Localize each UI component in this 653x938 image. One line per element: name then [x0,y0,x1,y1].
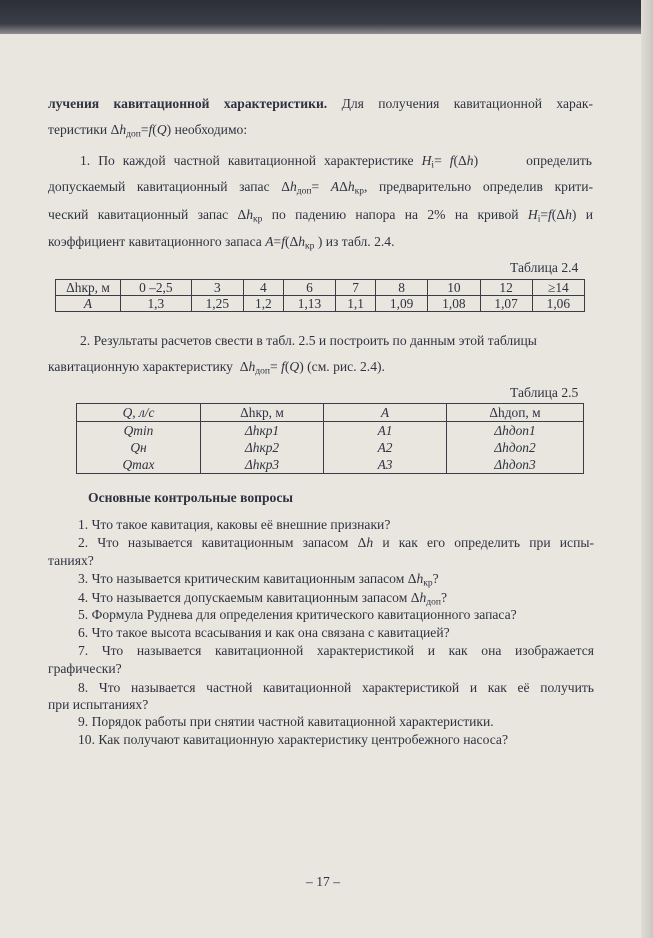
table-cell: Δhдоп3 [447,456,584,474]
table-header-cell: A [324,404,447,422]
table25-caption: Таблица 2.5 [510,385,579,400]
question-2-cont: таниях? [48,553,94,568]
table-2-5 [76,403,584,474]
question-7: 7. Что называется кавитационной характеристикой и как она изображается [78,643,594,658]
table-row [56,296,585,312]
table-cell: Qmin [77,422,201,440]
table-cell: A [56,296,121,312]
table24-caption: Таблица 2.4 [510,260,579,275]
step1-text-h: коэффициент кавитационного запаса [48,234,262,249]
step2-text-b: (см. рис. 2.4). [307,359,385,374]
question-2: 2. Что называется кавитационным запасом Δh и как его определить при испы- [78,535,595,550]
table-cell: Qmax [77,456,201,474]
question-7-cont: графически? [48,661,122,676]
question-1: 1. Что такое кавитация, каковы её внешние признаки? [78,517,391,532]
intro-text-3: необходимо: [174,122,248,137]
question-4: 4. Что называется допускаемым кавитационным запасом $\Delta h_{доп}$? [78,590,448,608]
question-10: 10. Как получают кавитационную характеристику центробежного насоса? [78,732,508,747]
table-cell: 1,13 [283,296,335,312]
table-cell: 0 –2,5 [121,280,192,296]
step2-text-a: кавитационную характеристику [48,359,233,374]
intro-eq: = [140,122,149,137]
table-row [77,422,584,440]
question-5: 5. Формула Руднева для определения критического кавитационного запаса? [78,607,517,622]
intro-text: Для получения кавитационной харак- [341,96,593,111]
scan-page-edge [641,0,653,938]
table-cell: 3 [191,280,243,296]
table-header-cell: Δhкр, м [201,404,324,422]
table-cell: 12 [480,280,532,296]
table-cell: Δhдоп1 [447,422,584,440]
table-cell: 1,08 [428,296,480,312]
table-cell: 4 [243,280,283,296]
table-cell: A2 [324,439,447,456]
question-8-cont: при испытаниях? [48,697,149,712]
table-cell: Δhкр1 [201,422,324,440]
step1-text-c: допускаемый кавитационный запас [48,179,270,194]
step1-line-3: ческий кавитационный запас $\Delta h_{кр}$ по падению напора на 2% на кривой $H_i=f(\Delta h)$ и [48,207,593,225]
scan-top-border [0,0,653,34]
questions-heading: Основные контрольные вопросы [88,490,293,505]
intro-line-2: теристики $\Delta h_{доп}=f(Q)$ необходимо: [48,122,248,140]
question-2-text-b: и как его определить при испы- [382,535,595,550]
question-9: 9. Порядок работы при снятии частной кавитационной характеристики. [78,714,494,729]
table-cell: 10 [428,280,480,296]
table-cell: 1,3 [121,296,192,312]
table-header-cell: Q, л/с [77,404,201,422]
step1-text-e: ческий кавитационный запас [48,207,229,222]
intro-text-2: теристики [48,122,108,137]
step1-text-g: и [585,207,593,222]
question-4-text: 4. Что называется допускаемым кавитационным запасом [78,590,408,605]
table-cell: ≥14 [532,280,584,296]
table-cell: 6 [283,280,335,296]
table-cell: A3 [324,456,447,474]
table-cell: 1,25 [191,296,243,312]
table-row [56,280,585,296]
step1-text-a: 1. По каждой частной кавитационной характеристике [80,153,414,168]
table-cell: 1,09 [376,296,428,312]
step1-line-4: коэффициент кавитационного запаса $A=f(\Delta h_{кр}$ ) из табл. 2.4. [48,234,395,252]
table-cell: Δhкр2 [201,439,324,456]
table-row [77,439,584,456]
step1-text-f: по падению напора на 2% на кривой [271,207,519,222]
table-cell: A1 [324,422,447,440]
table-header-cell: Δhдоп, м [447,404,584,422]
table-cell: 1,2 [243,296,283,312]
table-cell: Δhдоп2 [447,439,584,456]
question-2-text-a: 2. Что называется кавитационным запасом [78,535,349,550]
table-cell: Δhкр, м [56,280,121,296]
table-row [77,456,584,474]
intro-bold-text: лучения кавитационной характеристики. [48,96,328,111]
step1-text-b: определить [526,153,592,168]
step1-text-i: из табл. 2.4. [325,234,395,249]
step2-line-2: кавитационную характеристику $\Delta h_{доп}= f(Q)$ (см. рис. 2.4). [48,359,385,377]
page-number: – 17 – [306,874,340,889]
table-cell: 1,1 [336,296,376,312]
step1-line-2: допускаемый кавитационный запас $\Delta h_{доп}= A\Delta h_{кр}$, предварительно определив крити- [48,179,593,197]
question-6: 6. Что такое высота всасывания и как она связана с кавитацией? [78,625,450,640]
intro-line-1 [48,94,593,114]
step1-text-d: предварительно определив крити- [379,179,593,194]
table-2-4 [55,279,585,312]
table-cell: 1,07 [480,296,532,312]
table-cell: 1,06 [532,296,584,312]
question-8: 8. Что называется частной кавитационной характеристикой и как её получить [78,680,594,695]
step2-line-1: 2. Результаты расчетов свести в табл. 2.5 и построить по данным этой таблицы [80,333,537,348]
table-cell: Qн [77,439,201,456]
question-3-text: 3. Что называется критическим кавитационным запасом [78,571,405,586]
table-cell: 8 [376,280,428,296]
table-cell: 7 [336,280,376,296]
question-3: 3. Что называется критическим кавитационным запасом $\Delta h_{кр}$? [78,571,439,589]
table-cell: Δhкр3 [201,456,324,474]
table-header-row [77,404,584,422]
step1-line-1: 1. По каждой частной кавитационной характеристике $H_i= f(\Delta h)$ определить [80,153,592,171]
